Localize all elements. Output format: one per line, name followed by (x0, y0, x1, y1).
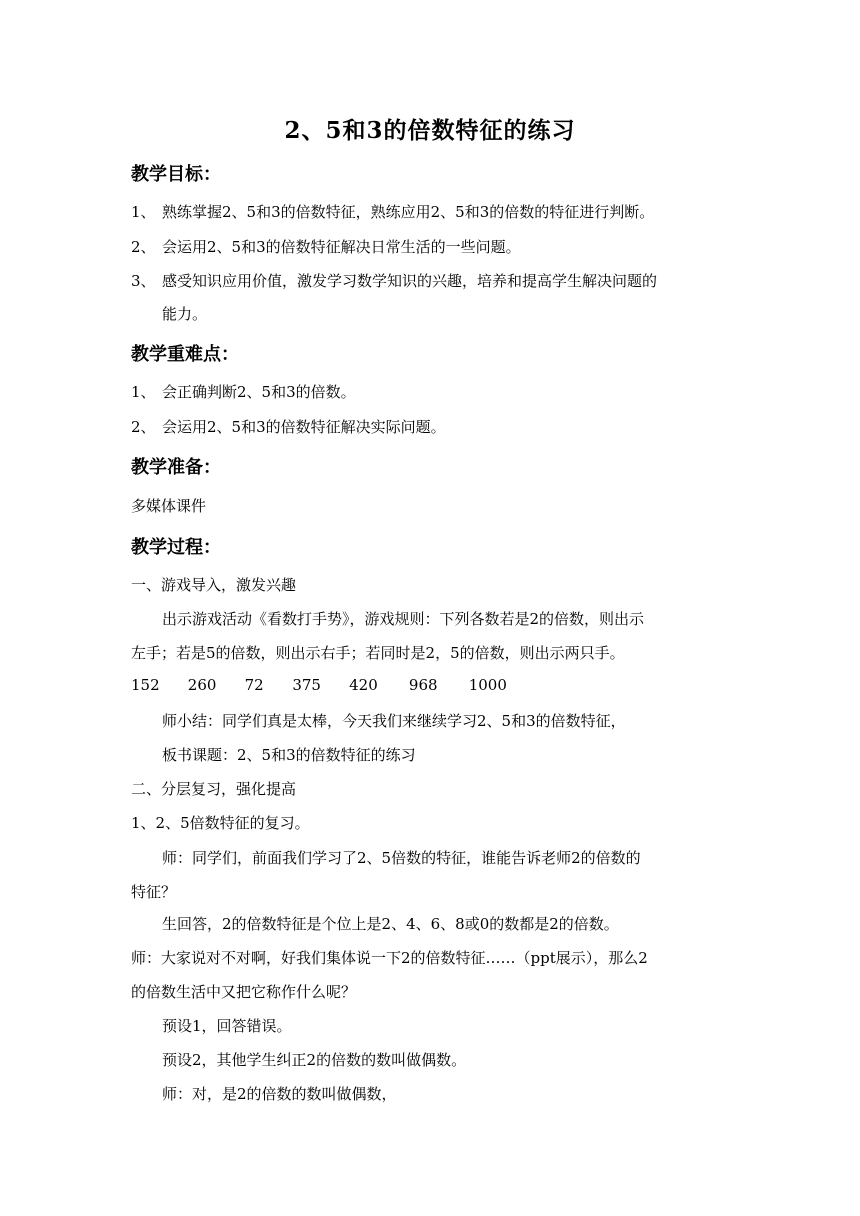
key-point-2-number: 2、 (131, 418, 156, 436)
teacher-summary: 师小结：同学们真是太棒，今天我们来继续学习2、5和3的倍数特征， (162, 712, 626, 730)
preset-2: 预设2，其他学生纠正2的倍数的数叫做偶数。 (162, 1051, 467, 1069)
process-heading: 教学过程： (131, 537, 221, 558)
objective-3-text: 感受知识应用价值，激发学习数学知识的兴趣，培养和提高学生解决问题的 (162, 272, 658, 290)
number-item: 260 (187, 676, 217, 694)
key-point-1-text: 会正确判断2、5和3的倍数。 (162, 383, 356, 401)
number-item: 152 (131, 676, 160, 694)
objectives-heading: 教学目标： (131, 164, 221, 185)
number-item: 420 (349, 676, 378, 694)
number-item: 72 (244, 676, 264, 694)
number-list (131, 676, 507, 694)
document-title: 2、5和3的倍数特征的练习 (284, 117, 576, 144)
key-points-heading: 教学重难点： (131, 344, 239, 365)
number-item: 968 (408, 676, 438, 694)
number-item: 1000 (468, 676, 507, 694)
section2-title: 二、分层复习，强化提高 (131, 780, 297, 798)
teacher-confirm: 师：对，是2的倍数的数叫做偶数， (162, 1085, 397, 1103)
preparation-text: 多媒体课件 (131, 497, 207, 515)
teacher-second-line1: 师：大家说对不对啊，好我们集体说一下2的倍数特征……（ppt展示），那么2 (131, 949, 648, 967)
board-title: 板书课题：2、5和3的倍数特征的练习 (162, 746, 416, 764)
objective-3-continuation: 能力。 (162, 305, 208, 323)
teacher-question-line1: 师：同学们，前面我们学习了2、5倍数的特征，谁能告诉老师2的倍数的 (162, 849, 641, 867)
teacher-second-line2: 的倍数生活中又把它称作什么呢？ (131, 983, 357, 1001)
objective-3-number: 3、 (131, 272, 156, 290)
number-item: 375 (292, 676, 321, 694)
student-answer: 生回答，2的倍数特征是个位上是2、4、6、8或0的数都是2的倍数。 (162, 915, 619, 933)
key-point-2-text: 会运用2、5和3的倍数特征解决实际问题。 (162, 418, 446, 436)
objective-1-text: 熟练掌握2、5和3的倍数特征，熟练应用2、5和3的倍数的特征进行判断。 (162, 203, 655, 221)
game-rules-line2: 左手；若是5的倍数，则出示右手；若同时是2，5的倍数，则出示两只手。 (131, 644, 625, 662)
teacher-question-line2: 特征？ (131, 883, 177, 901)
preparation-heading: 教学准备： (131, 457, 221, 478)
objective-2-number: 2、 (131, 238, 156, 256)
subsection1-title: 1、2、5倍数特征的复习。 (131, 814, 310, 832)
preset-1: 预设1，回答错误。 (162, 1017, 292, 1035)
key-point-1-number: 1、 (131, 383, 156, 401)
objective-1-number: 1、 (131, 203, 156, 221)
game-rules-line1: 出示游戏活动《看数打手势》，游戏规则：下列各数若是2的倍数，则出示 (162, 610, 645, 628)
section1-title: 一、游戏导入，激发兴趣 (131, 576, 297, 594)
objective-2-text: 会运用2、5和3的倍数特征解决日常生活的一些问题。 (162, 238, 521, 256)
